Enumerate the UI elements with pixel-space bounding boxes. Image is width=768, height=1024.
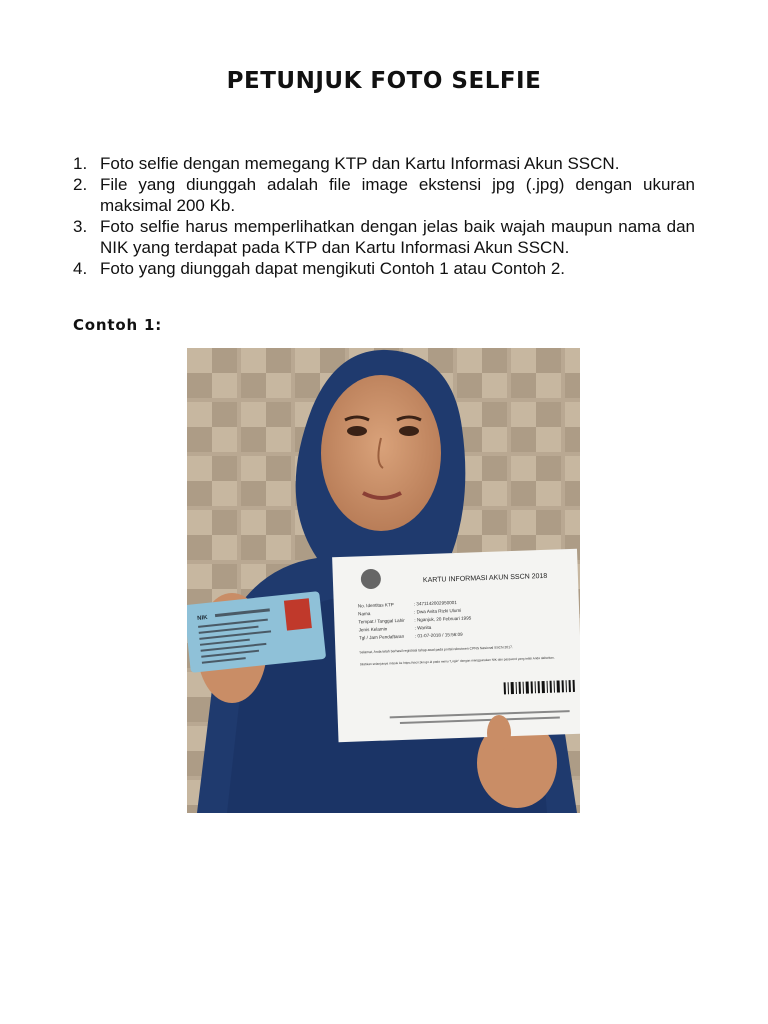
ktp-card [187, 591, 326, 673]
document-title: PETUNJUK FOTO SELFIE [226, 68, 542, 94]
card-field-value: : Wanita [414, 624, 432, 631]
list-item-text: Foto selfie dengan memegang KTP dan Kartu Informasi Akun SSCN. [100, 154, 620, 173]
card-field-label: No. Identitas KTP [357, 602, 394, 609]
card-field-value: : 01-07-2018 / 15:56:09 [414, 631, 463, 639]
example-selfie-photo [187, 348, 580, 813]
card-field-label: Tempat / Tanggal Lahir [358, 617, 405, 625]
instruction-list [73, 153, 695, 279]
list-item-number: 3. [73, 217, 88, 236]
card-field-value: : 3471142002950001 [413, 599, 457, 607]
example-label: Contoh 1: [73, 316, 163, 334]
card-title: KARTU INFORMASI AKUN SSCN 2018 [422, 572, 548, 585]
card-field-label: Nama [358, 611, 371, 617]
sscn-info-card [332, 549, 580, 742]
card-field-label: Jenis Kelamin [358, 626, 388, 633]
list-item [73, 174, 695, 216]
list-item-number: 2. [73, 175, 88, 194]
face [321, 375, 441, 531]
card-note: Silahkan selanjutnya masuk ke https://sscn.bkn.go.id pada menu "Login" dengan menggunakan NIK dan password yang telah Anda daftarkan. [359, 655, 555, 667]
list-item-text: File yang diunggah adalah file image ekstensi jpg (.jpg) dengan ukuran maksimal 200 Kb. [100, 175, 695, 215]
ktp-label: NIK [197, 614, 208, 622]
list-item [73, 216, 695, 258]
list-item [73, 153, 695, 174]
card-field-label: Tgl / Jam Pendaftaran [358, 633, 405, 641]
list-item-number: 1. [73, 154, 88, 173]
list-item-text: Foto yang diunggah dapat mengikuti Contoh 1 atau Contoh 2. [100, 259, 566, 278]
list-item [73, 258, 695, 279]
card-note: Selamat, Anda telah berhasil registrasi tahap awal pada portal rekrutmen CPNS Nasional SSCN 2017. [359, 645, 514, 655]
list-item-text: Foto selfie harus memperlihatkan dengan jelas baik wajah maupun nama dan NIK yang terdapat pada KTP dan Kartu Informasi Akun SSCN. [100, 217, 695, 257]
list-item-number: 4. [73, 259, 88, 278]
card-field-value: : Nganjuk, 20 Februari 1995 [414, 615, 472, 623]
card-field-value: : Dwa Avita Rizki Ulumi [413, 607, 462, 615]
